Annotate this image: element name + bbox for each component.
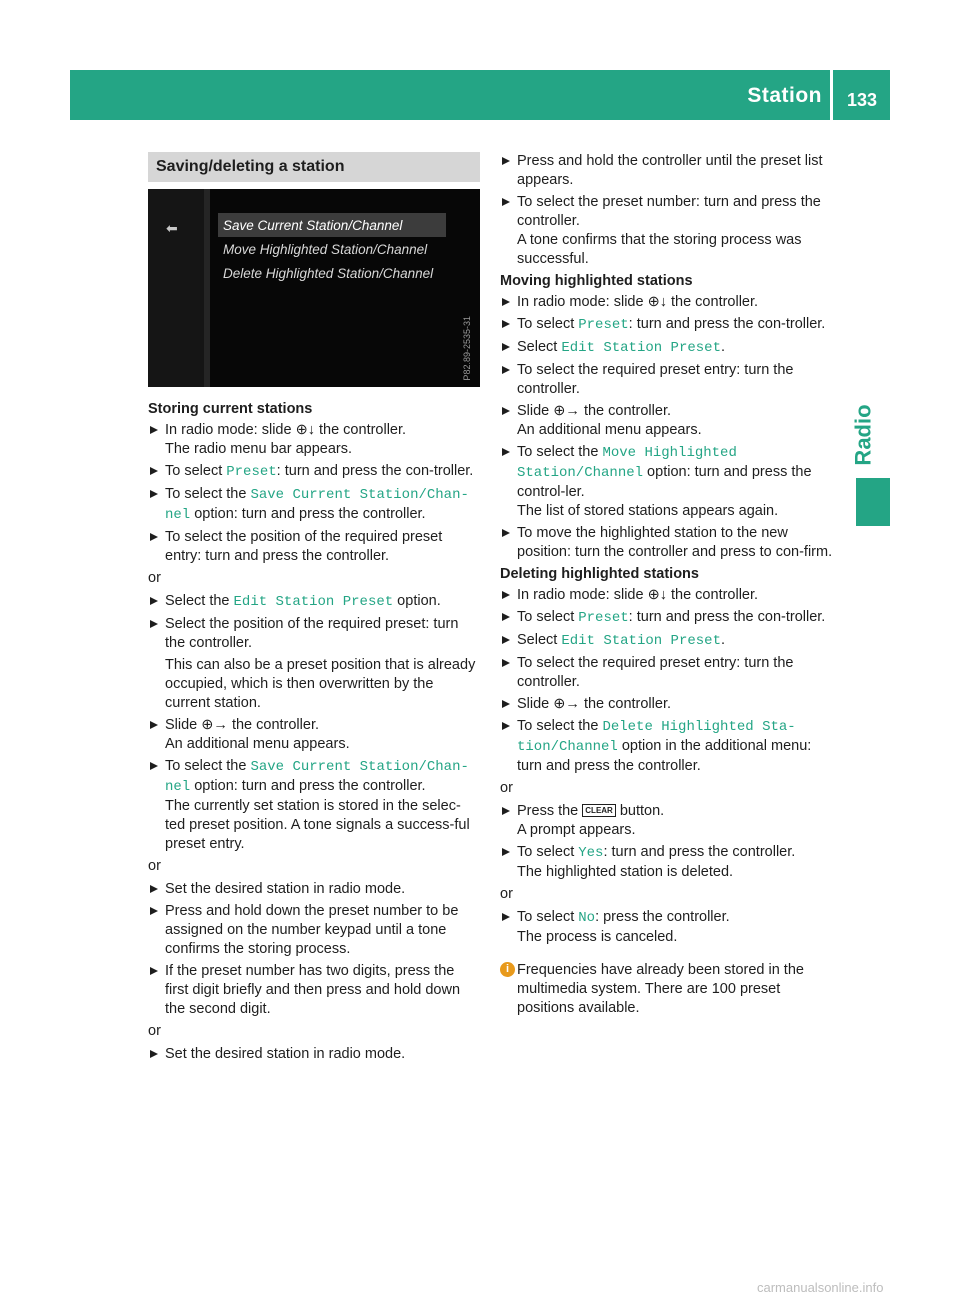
or-separator: or: [148, 570, 161, 586]
step-text: To select the required preset entry: turn the controller.: [517, 362, 794, 397]
side-tab-marker: [856, 478, 890, 526]
step-text: option: turn and press the control-ler.: [517, 464, 812, 500]
step: [500, 443, 836, 521]
step-text: To select the required preset entry: turn the controller.: [517, 655, 794, 690]
step-text: To select the preset number: turn and press the controller.: [517, 194, 821, 229]
step: [500, 695, 836, 714]
step-text: Slide ⊕→ the controller.: [517, 696, 671, 712]
step: [500, 586, 836, 605]
step: [500, 524, 836, 562]
step-text: To select the: [517, 444, 603, 460]
header-divider: [830, 70, 833, 120]
menu-option: No: [578, 910, 596, 926]
step-text: : turn and press the con-troller.: [276, 463, 474, 479]
step: [148, 962, 480, 1019]
page-header: [70, 70, 890, 120]
step-result: A prompt appears.: [517, 822, 636, 838]
step-text: To move the highlighted station to the new position: turn the controller and press to con-firm.: [517, 525, 833, 560]
step: [500, 717, 836, 776]
step: [500, 654, 836, 692]
or-separator: or: [148, 858, 161, 874]
step-text: : turn and press the con-troller.: [628, 609, 826, 625]
step-text: Slide ⊕→ the controller.: [517, 403, 671, 419]
info-note: [500, 961, 836, 1018]
step: [500, 608, 836, 628]
step-result: A tone confirms that the storing process was successful.: [517, 232, 802, 267]
or-separator: or: [148, 1023, 161, 1039]
subheading: Deleting highlighted stations: [500, 566, 699, 582]
step-text: button.: [615, 803, 665, 819]
step-text: option: turn and press the controller.: [190, 778, 426, 794]
step-text: Slide ⊕→ the controller.: [165, 717, 319, 733]
subheading: Moving highlighted stations: [500, 273, 693, 289]
step: [500, 361, 836, 399]
step: [148, 615, 480, 713]
step-result: The highlighted station is deleted.: [517, 864, 734, 880]
step-text: Select the: [165, 593, 234, 609]
step: [148, 485, 480, 525]
step-text: In radio mode: slide ⊕↓ the controller.: [165, 422, 407, 438]
step-result: The process is canceled.: [517, 929, 678, 945]
step-result: An additional menu appears.: [517, 422, 702, 438]
step: [500, 338, 836, 358]
step-text: To select: [517, 909, 579, 925]
step-text: option: turn and press the controller.: [190, 506, 426, 522]
screen-menu-item: Delete Highlighted Station/Channel: [223, 266, 434, 281]
menu-option: Edit Station Preset: [561, 633, 721, 649]
step-text: To select the: [165, 758, 251, 774]
step: [148, 880, 480, 899]
step-text: Set the desired station in radio mode.: [165, 1046, 406, 1062]
menu-option: Preset: [578, 610, 629, 626]
step-text: Set the desired station in radio mode.: [165, 881, 406, 897]
step: [148, 757, 480, 854]
step-result: This can also be a preset position that is already occupied, which is then overwritten by the current station.: [165, 657, 476, 711]
step-text: Select the position of the required preset: turn the controller.: [165, 616, 459, 651]
step: [500, 402, 836, 440]
step: [500, 293, 836, 312]
step-text: In radio mode: slide ⊕↓ the controller.: [517, 587, 759, 603]
menu-option: Delete Highlighted Sta-tion/Channel: [517, 719, 796, 755]
step: [500, 193, 836, 269]
menu-option: Edit Station Preset: [233, 594, 394, 610]
menu-option: Preset: [226, 464, 277, 480]
step-text: To select the: [165, 486, 251, 502]
step-text: : press the controller.: [595, 909, 730, 925]
step-text: : turn and press the con-troller.: [628, 316, 826, 332]
left-column: [148, 152, 480, 1067]
step: [500, 631, 836, 651]
step-result: The list of stored stations appears again.: [517, 503, 779, 519]
side-tab-label: Radio: [851, 404, 876, 466]
step-result: An additional menu appears.: [165, 736, 350, 752]
step: [148, 421, 480, 459]
note-text: Frequencies have already been stored in the multimedia system. There are 100 preset positions available.: [517, 962, 804, 1016]
step-text: : turn and press the controller.: [603, 844, 796, 860]
menu-option: Move Highlighted Station/Channel: [517, 445, 737, 481]
step-text: .: [720, 632, 726, 648]
step-text: To select: [517, 609, 579, 625]
step-result: The radio menu bar appears.: [165, 441, 352, 457]
step-text: To select the position of the required preset entry: turn and press the controller.: [165, 529, 443, 564]
page-number: 133: [846, 90, 878, 110]
menu-option: Yes: [578, 845, 604, 861]
step-text: To select: [517, 316, 579, 332]
step-text: To select the: [517, 718, 603, 734]
chapter-title: Station: [747, 84, 822, 107]
step-text: To select: [517, 844, 579, 860]
step-text: To select: [165, 463, 227, 479]
screen-sidebar: [148, 189, 210, 387]
step: [500, 152, 836, 190]
step: [148, 1045, 480, 1064]
screen-sidebar-edge: [204, 189, 210, 387]
step-result: The currently set station is stored in the selec-ted preset position. A tone signals a success-ful preset entry.: [165, 798, 470, 852]
step-text: option.: [393, 593, 441, 609]
step: [500, 908, 836, 947]
step-text: If the preset number has two digits, press the first digit briefly and then press and hold down the second digit.: [165, 963, 461, 1017]
image-code: P82.89-2535-31: [462, 316, 472, 381]
step: [148, 902, 480, 959]
step: [500, 802, 836, 840]
screen-image: [148, 189, 480, 387]
step-text: .: [720, 339, 726, 355]
menu-option: Save Current Station/Chan-nel: [165, 487, 469, 523]
back-arrow-icon: ⬅: [166, 220, 178, 236]
step-text: Press and hold down the preset number to be assigned on the number keypad until a tone confirms the storing process.: [165, 903, 459, 957]
step-text: Press the: [517, 803, 583, 819]
side-tab: [838, 404, 890, 466]
screen-menu-item: Save Current Station/Channel: [223, 218, 403, 233]
step-text: Press and hold the controller until the preset list appears.: [517, 153, 823, 188]
menu-option: Preset: [578, 317, 629, 333]
menu-option: Edit Station Preset: [561, 340, 721, 356]
menu-option: Save Current Station/Chan-nel: [165, 759, 469, 795]
right-column: [500, 152, 836, 1018]
screen-menu-item: Move Highlighted Station/Channel: [223, 242, 428, 257]
subheading: Storing current stations: [148, 401, 313, 417]
or-separator: or: [500, 886, 513, 902]
step: [148, 716, 480, 754]
step: [148, 592, 480, 612]
step: [500, 315, 836, 335]
section-title: Saving/deleting a station: [148, 152, 480, 182]
step-text: Select: [517, 632, 562, 648]
step: [148, 462, 480, 482]
step: [148, 528, 480, 566]
step-text: In radio mode: slide ⊕↓ the controller.: [517, 294, 759, 310]
info-icon: i: [500, 962, 515, 977]
clear-button-icon: CLEAR: [582, 804, 616, 817]
step: [500, 843, 836, 882]
step-text: Select: [517, 339, 562, 355]
step-text: option in the additional menu: turn and press the controller.: [517, 738, 812, 774]
or-separator: or: [500, 780, 513, 796]
watermark: carmanualsonline.info: [757, 1280, 884, 1295]
